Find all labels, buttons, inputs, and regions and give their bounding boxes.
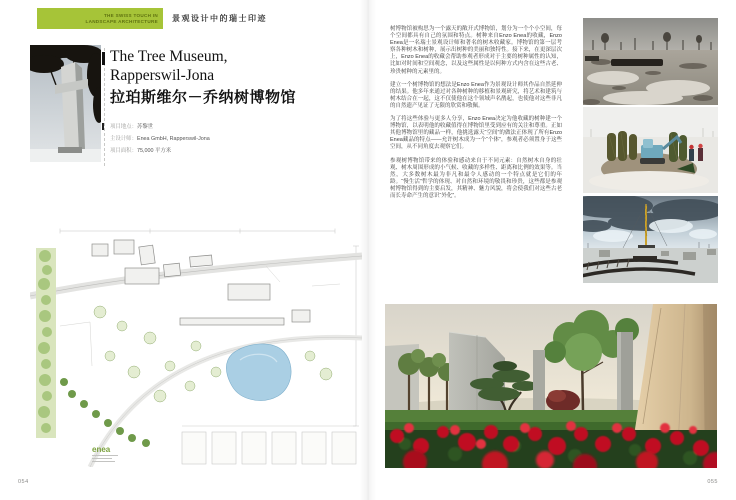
project-area: 项目面积：75,000 平方米 xyxy=(110,148,172,154)
title-divider xyxy=(104,48,105,166)
excavator-art xyxy=(583,107,718,193)
garden-art xyxy=(385,304,717,468)
project-info xyxy=(110,121,210,157)
series-title-line1: THE SWISS TOUCH IN xyxy=(103,12,158,18)
article-title xyxy=(110,47,296,108)
project-location: 项目地点：苏黎世 xyxy=(110,121,210,133)
sculpture-photo xyxy=(30,45,101,162)
series-banner xyxy=(37,8,163,29)
site-plan-drawing xyxy=(30,226,362,467)
body-paragraph: 为了将这些体验与更多人分享，Enzo Enea决定为他收藏的树种建一个博物馆，以表明他的收藏值得在博物馆里受到应有的关注和尊重。正如其他博物馆里的藏品一样，他挑选露天“空间”的做法正体现了所有Enzo Enea藏品的特点——允许树木成为一个“个体”，参观者必须置身于这些空间，从不同角度去观察它们。 xyxy=(390,116,562,151)
snow-field-art xyxy=(583,18,718,105)
garden-photo xyxy=(385,304,717,468)
body-paragraph: 树博物馆被构思为一个露天的敞开式博物馆，划分为一个个小空间，每个空间都具有自己的氛围和特点。树种来自Enzo Enea的收藏，Enzo Enea是一名瑞士景观设计师和著名的树木收藏家。博物馆的第一层考察各种树木和树种，展示出树种的美丽和独特性。接下来，在更深层次上，Enzo Enea的收藏会帮助参观者形成对于主要的树种属性的认知，比如对时间和空间观念，以及这些属性是以何种方式内含在这些古老、珍贵树种的元素里的。 xyxy=(390,26,562,75)
snow-field-photo xyxy=(583,18,718,105)
crane-art xyxy=(583,196,718,283)
page-number-right: 055 xyxy=(707,479,718,485)
series-title-line2: LANDSCAPE ARCHITECTURE xyxy=(85,18,158,24)
page-number-left: 054 xyxy=(18,479,29,485)
title-en-line2: Rapperswil-Jona xyxy=(110,67,215,84)
page-fold xyxy=(360,0,376,500)
body-paragraph: 参观树博物馆带来的体验和感动来自于不同元素：自然树木自身的壮观、树木周围形成的小气候、收藏的多样性、距离和比例的效果等。当然，大多数树木最为非凡和最令人感动的一个特点就是它们的年龄。“慢生活”哲学的体现、对自然和环境的敬畏和珍贵，这些都是参观树博物馆得到的主要启发，其精神、魅力风貌，将会使我们对这些古老而长寿命产生的意识“外化”。 xyxy=(390,157,562,199)
excavator-photo xyxy=(583,107,718,193)
title-marker xyxy=(102,52,105,65)
title-en-line1: The Tree Museum, xyxy=(110,48,228,65)
sculpture-photo-art xyxy=(30,45,101,162)
crane-photo xyxy=(583,196,718,283)
project-designer: 主设计师：Enea GmbH, Rapperswil-Jona xyxy=(110,136,210,142)
series-title-zh: 景观设计中的瑞士印迹 xyxy=(172,14,267,23)
plan-logo-enea: enea xyxy=(92,445,111,454)
body-paragraph: 建立一个树博物馆的想法是Enzo Enea作为景观设计师其作品自然延伸的结果。他多年来通过对各种树种的移植和景观研究，将艺术和建筑与树木结合在一起，这不仅使他在这个领域声名鹊起，也使他对这些非凡的自然遗产见证了无限的欣赏和敬佩。 xyxy=(390,81,562,109)
title-zh: 拉珀斯维尔－乔纳树博物馆 xyxy=(110,89,297,106)
site-plan xyxy=(30,226,362,467)
article-body xyxy=(390,26,562,206)
